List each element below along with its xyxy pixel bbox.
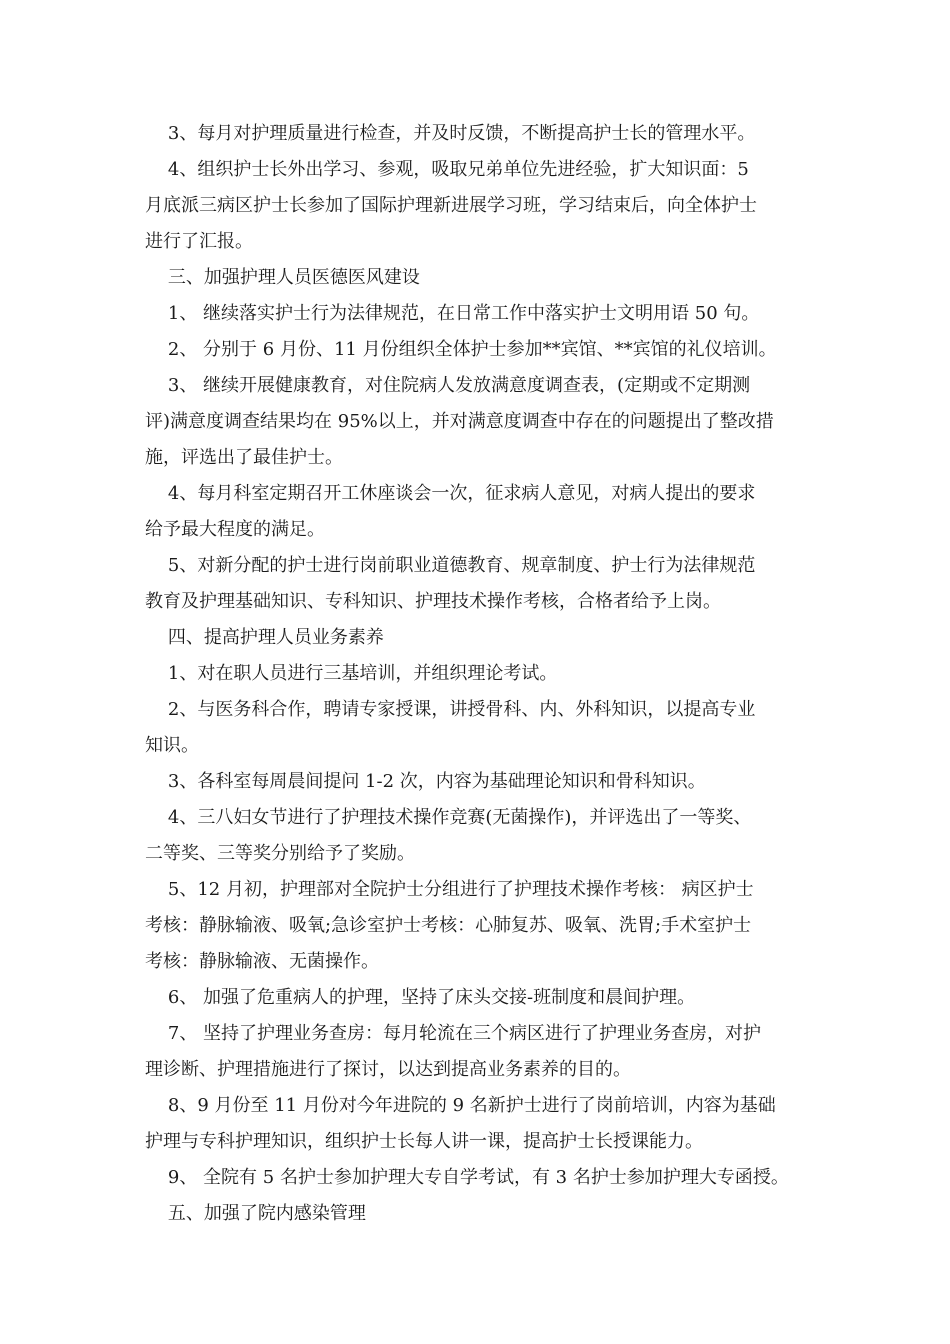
text-line: 8、9 月份至 11 月份对今年进院的 9 名新护士进行了岗前培训，内容为基础 (145, 1095, 776, 1116)
text-line: 施，评选出了最佳护士。 (145, 447, 343, 468)
text-line: 进行了汇报。 (145, 231, 253, 252)
text-line: 考核：静脉输液、无菌操作。 (145, 951, 379, 972)
document-body (145, 116, 805, 1232)
text-line: 5、12 月初，护理部对全院护士分组进行了护理技术操作考核： 病区护士 (145, 879, 754, 900)
section-heading: 四、提高护理人员业务素养 (145, 627, 384, 648)
text-line: 3、 继续开展健康教育，对住院病人发放满意度调查表，(定期或不定期测 (145, 375, 751, 396)
text-line: 3、每月对护理质量进行检查，并及时反馈，不断提高护士长的管理水平。 (145, 123, 756, 144)
text-line: 二等奖、三等奖分别给予了奖励。 (145, 843, 415, 864)
text-line: 6、 加强了危重病人的护理，坚持了床头交接-班制度和晨间护理。 (145, 987, 696, 1008)
text-line: 理诊断、护理措施进行了探讨，以达到提高业务素养的目的。 (145, 1059, 631, 1080)
text-line: 评)满意度调查结果均在 95%以上，并对满意度调查中存在的问题提出了整改措 (145, 411, 774, 432)
text-line: 1、 继续落实护士行为法律规范，在日常工作中落实护士文明用语 50 句。 (145, 303, 760, 324)
section-heading: 五、加强了院内感染管理 (145, 1203, 366, 1224)
text-line: 3、各科室每周晨间提问 1-2 次，内容为基础理论知识和骨科知识。 (145, 771, 706, 792)
text-line: 知识。 (145, 735, 199, 756)
text-line: 4、三八妇女节进行了护理技术操作竞赛(无菌操作)，并评选出了一等奖、 (145, 807, 752, 828)
text-line: 2、与医务科合作，聘请专家授课，讲授骨科、内、外科知识，以提高专业 (145, 699, 756, 720)
text-line: 9、 全院有 5 名护士参加护理大专自学考试，有 3 名护士参加护理大专函授。 (145, 1167, 789, 1188)
text-line: 2、 分别于 6 月份、11 月份组织全体护士参加**宾馆、**宾馆的礼仪培训。 (145, 339, 777, 360)
text-line: 5、对新分配的护士进行岗前职业道德教育、规章制度、护士行为法律规范 (145, 555, 756, 576)
text-line: 4、每月科室定期召开工休座谈会一次，征求病人意见，对病人提出的要求 (145, 483, 756, 504)
text-line: 月底派三病区护士长参加了国际护理新进展学习班，学习结束后，向全体护士 (145, 195, 757, 216)
text-line: 4、组织护士长外出学习、参观，吸取兄弟单位先进经验，扩大知识面：5 (145, 159, 749, 180)
text-line: 7、 坚持了护理业务查房：每月轮流在三个病区进行了护理业务查房，对护 (145, 1023, 762, 1044)
text-line: 给予最大程度的满足。 (145, 519, 325, 540)
text-line: 教育及护理基础知识、专科知识、护理技术操作考核，合格者给予上岗。 (145, 591, 721, 612)
section-heading: 三、加强护理人员医德医风建设 (145, 267, 420, 288)
text-line: 护理与专科护理知识，组织护士长每人讲一课，提高护士长授课能力。 (145, 1131, 703, 1152)
text-line: 1、对在职人员进行三基培训，并组织理论考试。 (145, 663, 558, 684)
text-line: 考核：静脉输液、吸氧;急诊室护士考核：心肺复苏、吸氧、洗胃;手术室护士 (145, 915, 752, 936)
